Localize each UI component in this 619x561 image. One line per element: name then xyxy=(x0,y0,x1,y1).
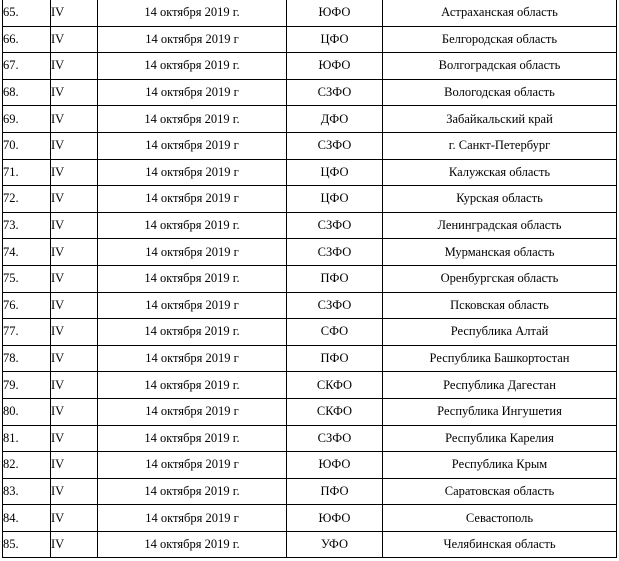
table-row xyxy=(3,265,617,292)
row-federal-district: ПФО xyxy=(287,345,383,372)
table-row xyxy=(3,159,617,186)
row-quarter: IV xyxy=(51,319,98,346)
row-region: Оренбургская область xyxy=(383,265,617,292)
row-number: 80. xyxy=(3,398,51,425)
row-date: 14 октября 2019 г xyxy=(98,132,287,159)
row-date: 14 октября 2019 г xyxy=(98,505,287,532)
row-number: 70. xyxy=(3,132,51,159)
row-federal-district: УФО xyxy=(287,531,383,558)
row-number: 84. xyxy=(3,505,51,532)
row-number: 78. xyxy=(3,345,51,372)
row-region: Республика Башкортостан xyxy=(383,345,617,372)
row-date: 14 октября 2019 г xyxy=(98,159,287,186)
row-region: Республика Ингушетия xyxy=(383,398,617,425)
row-number: 79. xyxy=(3,372,51,399)
row-quarter: IV xyxy=(51,372,98,399)
table-row xyxy=(3,505,617,532)
row-quarter: IV xyxy=(51,159,98,186)
row-federal-district: ЦФО xyxy=(287,186,383,213)
table-row xyxy=(3,239,617,266)
row-region: Вологодская область xyxy=(383,79,617,106)
row-federal-district: СКФО xyxy=(287,398,383,425)
row-date: 14 октября 2019 г xyxy=(98,79,287,106)
table-row xyxy=(3,531,617,558)
row-region: Челябинская область xyxy=(383,531,617,558)
row-region: Псковская область xyxy=(383,292,617,319)
row-number: 66. xyxy=(3,26,51,53)
row-quarter: IV xyxy=(51,239,98,266)
row-region: Курская область xyxy=(383,186,617,213)
table-row xyxy=(3,186,617,213)
row-quarter: IV xyxy=(51,53,98,80)
row-region: Севастополь xyxy=(383,505,617,532)
row-federal-district: СЗФО xyxy=(287,425,383,452)
row-date: 14 октября 2019 г xyxy=(98,452,287,479)
row-date: 14 октября 2019 г. xyxy=(98,425,287,452)
row-federal-district: СЗФО xyxy=(287,212,383,239)
row-number: 81. xyxy=(3,425,51,452)
table-row xyxy=(3,425,617,452)
row-quarter: IV xyxy=(51,106,98,133)
row-federal-district: ЮФО xyxy=(287,452,383,479)
row-region: Белгородская область xyxy=(383,26,617,53)
row-federal-district: СЗФО xyxy=(287,79,383,106)
row-number: 73. xyxy=(3,212,51,239)
row-date: 14 октября 2019 г. xyxy=(98,478,287,505)
row-number: 67. xyxy=(3,53,51,80)
row-number: 75. xyxy=(3,265,51,292)
regions-table xyxy=(2,0,617,558)
row-quarter: IV xyxy=(51,132,98,159)
row-quarter: IV xyxy=(51,265,98,292)
row-federal-district: ДФО xyxy=(287,106,383,133)
row-quarter: IV xyxy=(51,292,98,319)
row-federal-district: ЮФО xyxy=(287,505,383,532)
table-row xyxy=(3,398,617,425)
row-region: Республика Алтай xyxy=(383,319,617,346)
row-federal-district: ЦФО xyxy=(287,159,383,186)
row-number: 82. xyxy=(3,452,51,479)
table-row xyxy=(3,319,617,346)
row-quarter: IV xyxy=(51,26,98,53)
row-quarter: IV xyxy=(51,0,98,26)
row-federal-district: ЮФО xyxy=(287,0,383,26)
table-row xyxy=(3,452,617,479)
row-federal-district: ЮФО xyxy=(287,53,383,80)
row-quarter: IV xyxy=(51,345,98,372)
table-row xyxy=(3,292,617,319)
row-number: 69. xyxy=(3,106,51,133)
row-date: 14 октября 2019 г. xyxy=(98,53,287,80)
row-date: 14 октября 2019 г xyxy=(98,345,287,372)
row-number: 74. xyxy=(3,239,51,266)
table-row xyxy=(3,26,617,53)
row-date: 14 октября 2019 г. xyxy=(98,212,287,239)
row-federal-district: СФО xyxy=(287,319,383,346)
row-federal-district: СЗФО xyxy=(287,239,383,266)
row-quarter: IV xyxy=(51,452,98,479)
row-federal-district: СЗФО xyxy=(287,292,383,319)
row-region: Республика Крым xyxy=(383,452,617,479)
table-row xyxy=(3,345,617,372)
row-quarter: IV xyxy=(51,79,98,106)
row-number: 77. xyxy=(3,319,51,346)
row-number: 65. xyxy=(3,0,51,26)
row-region: Республика Дагестан xyxy=(383,372,617,399)
row-region: Калужская область xyxy=(383,159,617,186)
table-row xyxy=(3,212,617,239)
row-number: 71. xyxy=(3,159,51,186)
row-quarter: IV xyxy=(51,425,98,452)
row-region: Республика Карелия xyxy=(383,425,617,452)
row-date: 14 октября 2019 г. xyxy=(98,372,287,399)
row-date: 14 октября 2019 г xyxy=(98,292,287,319)
row-number: 72. xyxy=(3,186,51,213)
row-date: 14 октября 2019 г xyxy=(98,186,287,213)
row-federal-district: СКФО xyxy=(287,372,383,399)
row-federal-district: ЦФО xyxy=(287,26,383,53)
row-number: 83. xyxy=(3,478,51,505)
row-region: Саратовская область xyxy=(383,478,617,505)
row-date: 14 октября 2019 г. xyxy=(98,0,287,26)
row-date: 14 октября 2019 г. xyxy=(98,531,287,558)
table-row xyxy=(3,478,617,505)
table-row xyxy=(3,0,617,26)
row-region: Волгоградская область xyxy=(383,53,617,80)
row-date: 14 октября 2019 г. xyxy=(98,106,287,133)
row-date: 14 октября 2019 г xyxy=(98,26,287,53)
row-quarter: IV xyxy=(51,531,98,558)
row-date: 14 октября 2019 г. xyxy=(98,319,287,346)
row-number: 76. xyxy=(3,292,51,319)
table-row xyxy=(3,372,617,399)
table-row xyxy=(3,53,617,80)
table-row xyxy=(3,132,617,159)
row-quarter: IV xyxy=(51,505,98,532)
row-date: 14 октября 2019 г xyxy=(98,239,287,266)
row-region: Ленинградская область xyxy=(383,212,617,239)
regions-table-body xyxy=(3,0,617,558)
row-region: Мурманская область xyxy=(383,239,617,266)
row-quarter: IV xyxy=(51,478,98,505)
table-row xyxy=(3,79,617,106)
row-date: 14 октября 2019 г. xyxy=(98,265,287,292)
row-quarter: IV xyxy=(51,186,98,213)
row-date: 14 октября 2019 г xyxy=(98,398,287,425)
row-number: 68. xyxy=(3,79,51,106)
row-federal-district: ПФО xyxy=(287,265,383,292)
row-federal-district: СЗФО xyxy=(287,132,383,159)
row-region: Астраханская область xyxy=(383,0,617,26)
row-quarter: IV xyxy=(51,212,98,239)
row-quarter: IV xyxy=(51,398,98,425)
row-region: г. Санкт-Петербург xyxy=(383,132,617,159)
row-region: Забайкальский край xyxy=(383,106,617,133)
row-federal-district: ПФО xyxy=(287,478,383,505)
row-number: 85. xyxy=(3,531,51,558)
table-row xyxy=(3,106,617,133)
